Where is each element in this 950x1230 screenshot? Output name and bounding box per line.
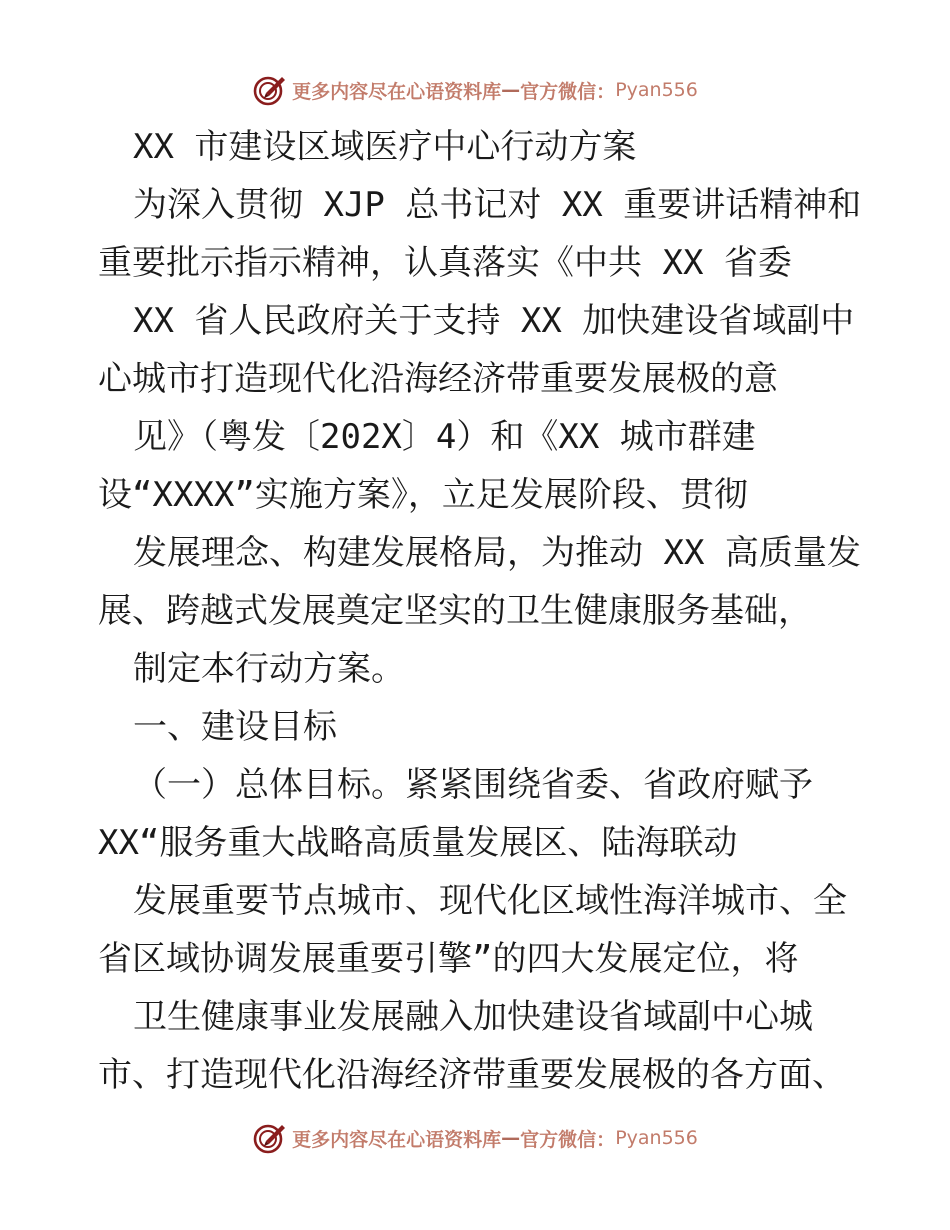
document-line: 见》（粤发〔202X〕4）和《XX 城市群建 <box>133 417 756 457</box>
document-line: XX 省人民政府关于支持 XX 加快建设省域副中 <box>133 301 855 341</box>
header-watermark-dash: — <box>501 79 521 101</box>
document-line: 展、跨越式发展奠定坚实的卫生健康服务基础， <box>98 591 812 631</box>
document-line: 心城市打造现代化沿海经济带重要发展极的意 <box>98 359 778 399</box>
header-watermark-contact-label: 官方微信： <box>520 80 616 103</box>
footer-watermark-contact-label: 官方微信： <box>520 1128 616 1151</box>
document-line: 发展理念、构建发展格局，为推动 XX 高质量发 <box>133 533 861 573</box>
document-line: 市、打造现代化沿海经济带重要发展极的各方面、 <box>98 1055 846 1095</box>
footer-watermark-banner <box>0 1118 950 1158</box>
footer-watermark-dash: — <box>501 1127 521 1149</box>
footer-watermark-text: 更多内容尽在心语资料库 <box>292 1128 502 1151</box>
document-title: XX 市建设区域医疗中心行动方案 <box>133 127 637 167</box>
document-line: XX“服务重大战略高质量发展区、陆海联动 <box>98 823 738 863</box>
document-line: 为深入贯彻 XJP 总书记对 XX 重要讲话精神和 <box>133 185 862 225</box>
document-line: 设“XXXX”实施方案》，立足发展阶段、贯彻 <box>98 475 748 515</box>
pen-logo-icon <box>252 1121 286 1155</box>
section-heading: 一、建设目标 <box>133 707 337 747</box>
document-line: 重要批示指示精神，认真落实《中共 XX 省委 <box>98 243 792 283</box>
pen-logo-icon <box>252 73 286 107</box>
footer-watermark-contact-id: Pyan556 <box>615 1127 698 1149</box>
header-watermark-text: 更多内容尽在心语资料库 <box>292 80 502 103</box>
document-line: （一）总体目标。紧紧围绕省委、省政府赋予 <box>133 765 813 805</box>
document-line: 省区域协调发展重要引擎”的四大发展定位，将 <box>98 939 799 979</box>
document-line: 发展重要节点城市、现代化区域性海洋城市、全 <box>133 881 847 921</box>
document-line: 制定本行动方案。 <box>133 649 405 689</box>
header-watermark-contact-id: Pyan556 <box>615 79 698 101</box>
document-line: 卫生健康事业发展融入加快建设省域副中心城 <box>133 997 813 1037</box>
header-watermark-banner <box>0 70 950 110</box>
